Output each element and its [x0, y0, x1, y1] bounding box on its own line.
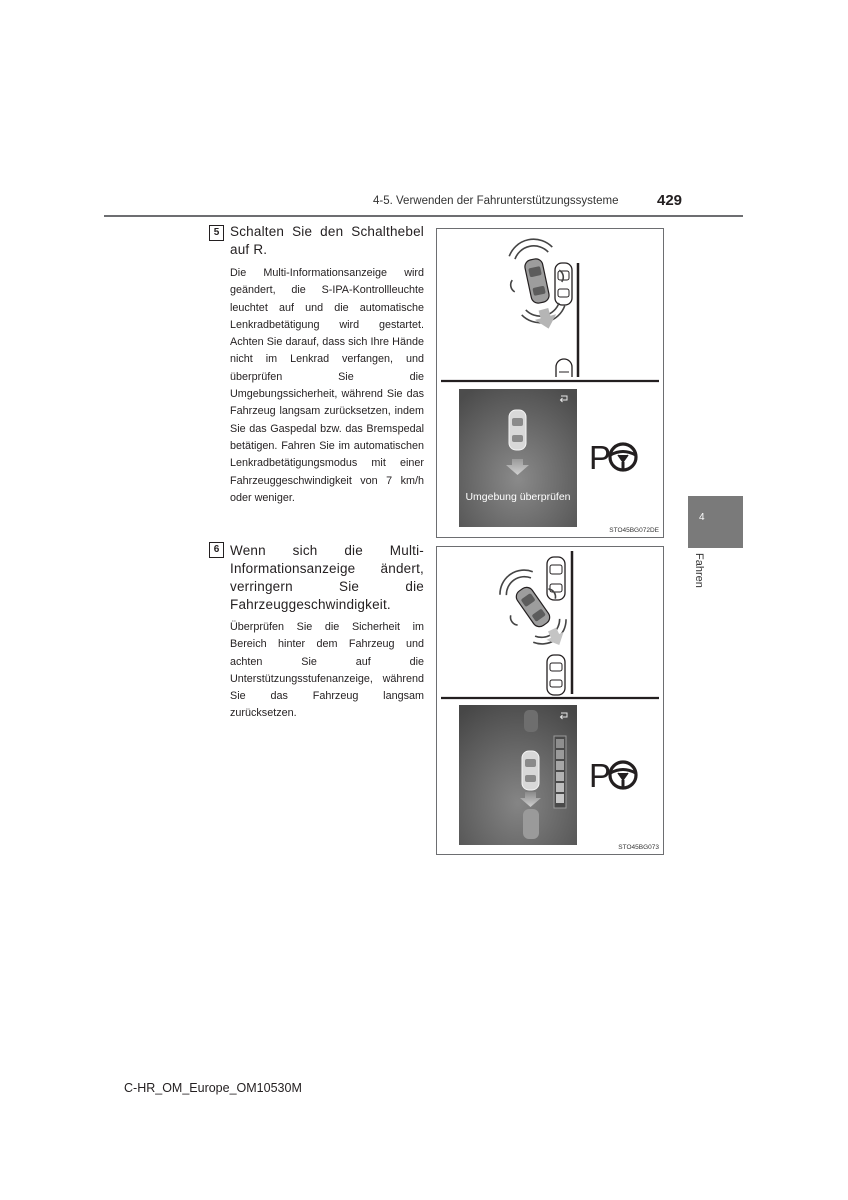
header-divider: [104, 215, 743, 217]
steering-wheel-icon: [610, 762, 636, 788]
indicator-letter: P: [589, 757, 612, 794]
step-body: Überprüfen Sie die Sicherheit im Bereich hinter dem Fahrzeug und achten Sie auf die Unterstützungsstufenanzeige, während Sie das Fahrzeug langsam zurücksetzen.: [230, 621, 424, 720]
indicator-letter: P: [589, 439, 612, 476]
parking-scene: [489, 551, 577, 695]
figure-svg: [437, 229, 663, 537]
multi-information-display: [459, 705, 577, 845]
figure-illustration: [436, 228, 664, 538]
header-section-title: 4-5. Verwenden der Fahrunterstützungssysteme: [373, 195, 619, 207]
figure-svg: [437, 547, 663, 854]
step-title: Schalten Sie den Schalthebel auf R.: [230, 224, 424, 257]
steering-wheel-icon: [610, 444, 636, 470]
chapter-number: 4: [699, 512, 705, 523]
chapter-label: Fahren: [693, 553, 705, 588]
figure-illustration: [436, 546, 664, 855]
s-ipa-indicator: [589, 757, 636, 794]
s-ipa-indicator: [589, 439, 636, 476]
figure-code: STO45BG072DE: [609, 527, 659, 534]
step-title: Wenn sich die Multi-Informationsanzeige ändert, verringern Sie die Fahrzeuggeschwindigkeit.: [230, 543, 424, 612]
step-number-box: 6: [209, 542, 224, 558]
multi-information-display: [459, 389, 577, 527]
footer-document-code: C-HR_OM_Europe_OM10530M: [124, 1081, 302, 1095]
display-message: Umgebung überprüfen: [465, 491, 571, 503]
page-number: 429: [657, 192, 683, 209]
step-number-box: 5: [209, 225, 224, 241]
step-body: Die Multi-Informationsanzeige wird geändert, die S-IPA-Kontrollleuchte leuchtet auf und die automatische Lenkradbetätigung wird gestartet. Achten Sie darauf, dass sich Ihre Hände nicht im Lenkrad verfangen, und überprüfen Sie die Umgebungssicherheit, während Sie das Fahrzeug langsam zurücksetzen, indem Sie das Gaspedal bzw. das Bremspedal betätigen. Fahren Sie im automatischen Lenkradbetätigungsmodus mit einer Fahrzeuggeschwindigkeit von 7 km/h oder weniger.: [230, 267, 424, 504]
parking-scene: [502, 234, 578, 377]
chapter-tab: [688, 496, 743, 548]
figure-code: STO45BG073: [618, 844, 659, 851]
